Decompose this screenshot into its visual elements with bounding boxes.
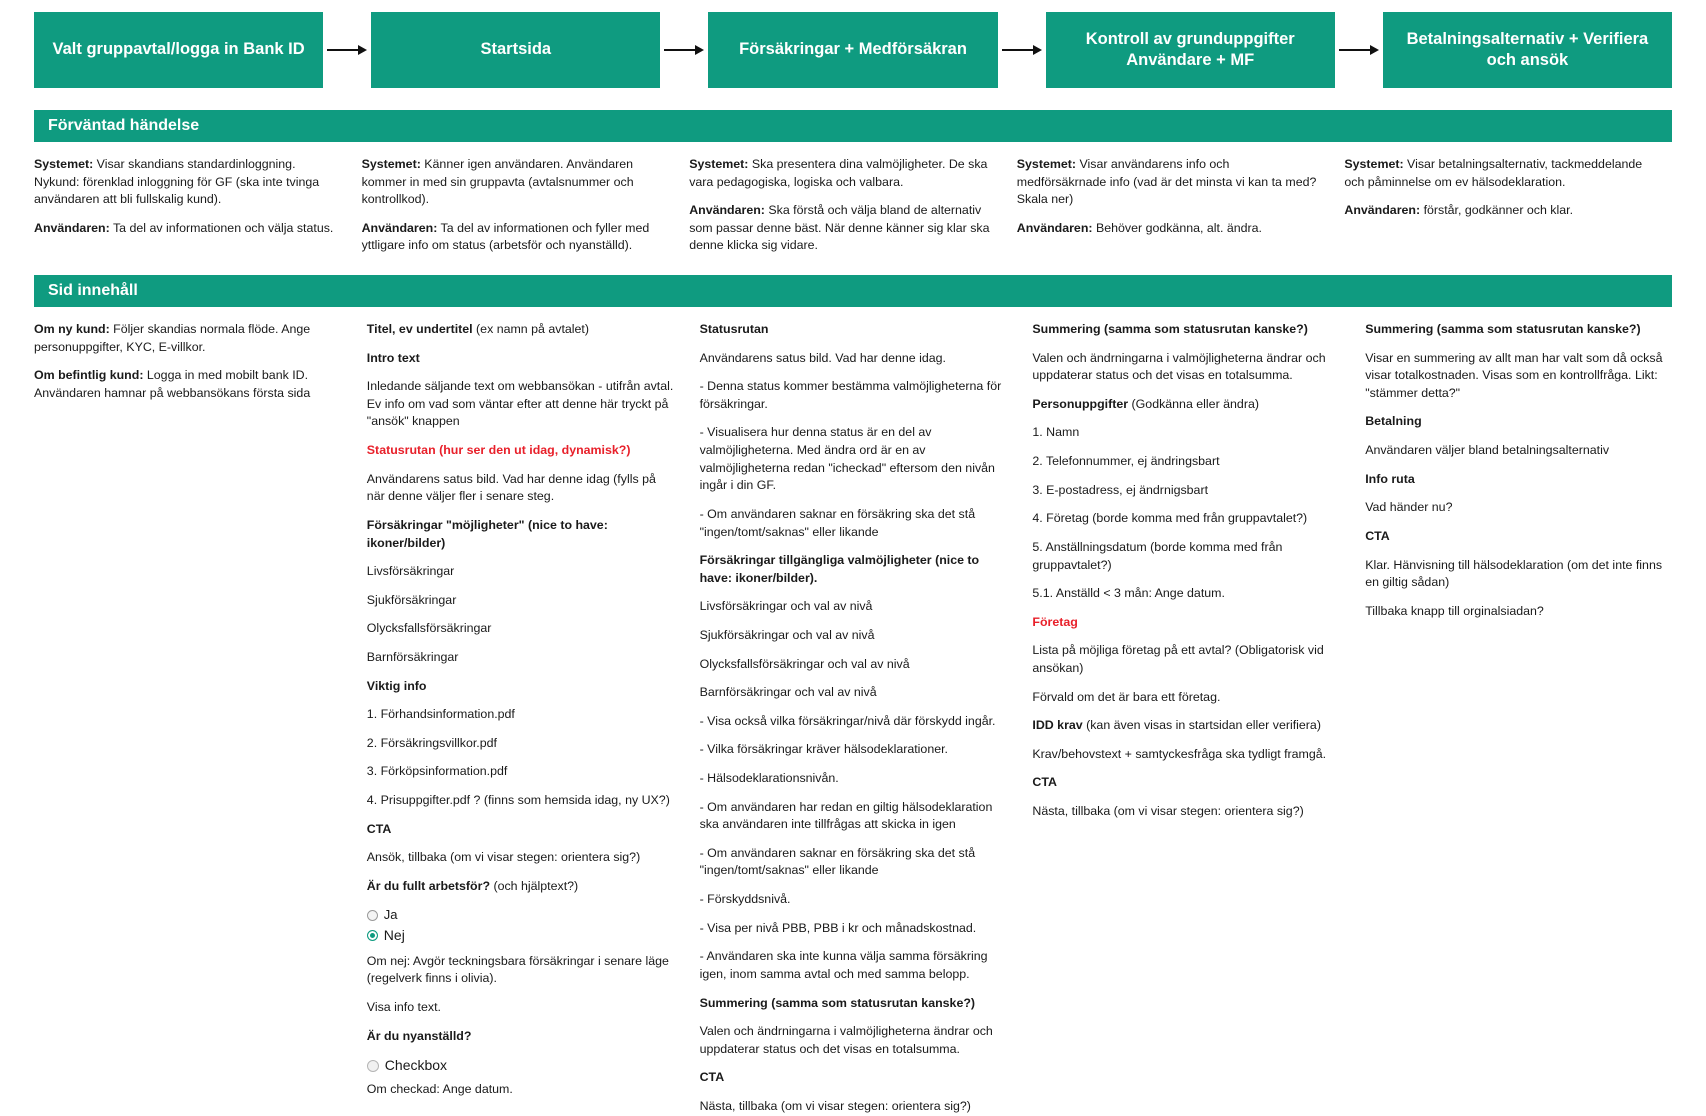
user-text-2: Ta del av informationen och fyller med yttligare info om status (arbetsför och nyanställd). <box>361 220 650 253</box>
radio-label-yes: Ja <box>383 907 398 923</box>
summary-heading-col3: Summering (samma som statusrutan kanske?) <box>699 995 976 1010</box>
system-text-1: Visar skandians standardinloggning. Nykund: förenklad inloggning för GF (ska inte tvinga användaren att bli fullskalig kund). <box>34 157 320 207</box>
system-label-4: Systemet: <box>1016 157 1077 171</box>
checkbox-label-new-employee: Checkbox <box>384 1057 448 1074</box>
user-label-4: Användaren: <box>1016 220 1093 235</box>
insurance-options-heading: Försäkringar "möjligheter" (nice to have: ikoner/bilder) <box>366 517 608 550</box>
banner-expected-event: Förväntad händelse <box>34 110 1672 142</box>
insurance-item-4: Barnförsäkringar <box>366 649 459 664</box>
personal-item-3: 3. E-postadress, ej ändrnigsbart <box>1032 482 1209 497</box>
step-box-2[interactable]: Startsida <box>371 12 660 88</box>
content-column-1 <box>34 321 367 1116</box>
existing-customer-text: Logga in med mobilt bank ID. Användaren hamnar på webbansökans första sida <box>34 368 311 400</box>
checkbox-new-employee[interactable] <box>367 1056 674 1076</box>
status-box-heading: Statusrutan (hur ser den ut idag, dynamisk?) <box>366 443 631 458</box>
status-heading-col3: Statusrutan <box>699 322 769 337</box>
option-line-11: - Visa per nivå PBB, PBB i kr och månadskostnad. <box>699 920 977 935</box>
flow-diagram-page <box>0 12 1706 1113</box>
company-line-2: Förvald om det är bara ett företag. <box>1032 689 1221 704</box>
cta-text-col3: Nästa, tillbaka (om vi visar stegen: orientera sig?) <box>699 1098 971 1113</box>
option-line-2: Sjukförsäkringar och val av nivå <box>699 627 875 642</box>
option-line-4: Barnförsäkringar och val av nivå <box>699 685 877 700</box>
important-info-item-4[interactable]: 4. Prisuppgifter.pdf ? (finns som hemsida idag, ny UX?) <box>366 793 670 808</box>
expected-column-4 <box>1017 156 1345 255</box>
available-options-heading: Försäkringar tillgängliga valmöjligheter (nice to have: ikoner/bilder). <box>699 553 980 585</box>
radio-icon-yes[interactable] <box>367 910 378 921</box>
system-text-5: Visar betalningsalternativ, tackmeddelande och påminnelse om ev hälsodeklaration. <box>1344 157 1643 189</box>
expected-event-columns <box>34 156 1672 255</box>
content-column-3 <box>700 321 1033 1116</box>
payment-heading: Betalning <box>1365 414 1422 429</box>
radio-option-no[interactable] <box>367 926 674 946</box>
title-label: Titel, ev undertitel <box>366 322 473 337</box>
summary-heading-col4: Summering (samma som statusrutan kanske?) <box>1032 322 1308 337</box>
option-line-8: - Om användaren har redan en giltig hälsodeklaration ska användaren inte tillfrågas att skicka in igen <box>699 799 993 832</box>
personal-item-6: 5.1. Anställd < 3 mån: Ange datum. <box>1032 586 1225 601</box>
status-line-1: Användarens satus bild. Vad har denne idag. <box>699 350 946 365</box>
cta-heading-col5: CTA <box>1365 528 1390 543</box>
page-content-columns <box>34 321 1672 1116</box>
idd-note: (kan även visas in startsidan eller verifiera) <box>1082 718 1321 733</box>
status-box-text: Användarens satus bild. Vad har denne idag (fylls på när denne väljer fler i senare steg. <box>366 471 656 504</box>
step-box-1[interactable]: Valt gruppavtal/logga in Bank ID <box>34 12 323 88</box>
user-text-4: Behöver godkänna, alt. ändra. <box>1092 220 1262 235</box>
checkbox-icon-new-employee[interactable] <box>367 1060 379 1072</box>
cta-heading-col3: CTA <box>699 1070 725 1085</box>
user-label-3: Användaren: <box>689 203 765 218</box>
user-text-1: Ta del av informationen och välja status. <box>109 220 334 235</box>
expected-column-1 <box>34 156 362 255</box>
system-text-3: Ska presentera dina valmöjligheter. De ska vara pedagogiska, logiska och valbara. <box>689 157 988 189</box>
banner-page-content: Sid innehåll <box>34 275 1672 307</box>
arrow-icon-3 <box>998 12 1046 88</box>
cta-heading-col4: CTA <box>1032 775 1057 790</box>
cta-text-col2: Ansök, tillbaka (om vi visar stegen: orientera sig?) <box>366 850 641 865</box>
content-column-5 <box>1365 321 1672 1116</box>
system-text-2: Känner igen användaren. Användaren kommer in med sin gruppavta (avtalsnummer och kontrollkod). <box>361 157 634 207</box>
summary-heading-col5: Summering (samma som statusrutan kanske?) <box>1365 322 1641 337</box>
new-employee-heading: Är du nyanställd? <box>366 1028 472 1043</box>
title-note: (ex namn på avtalet) <box>472 322 590 337</box>
arrow-icon-4 <box>1335 12 1383 88</box>
cta-line-1-col5: Klar. Hänvisning till hälsodeklaration (om det inte finns en giltig sådan) <box>1365 557 1663 590</box>
radio-option-yes[interactable] <box>367 906 674 924</box>
insurance-item-3: Olycksfallsförsäkringar <box>366 621 492 636</box>
new-employee-note: Om checkad: Ange datum. <box>366 1082 513 1097</box>
summary-text-col3: Valen och ändrningarna i valmöjligheterna ändrar och uppdaterar status och det visas en totalsumma. <box>699 1024 993 1056</box>
status-line-2: - Denna status kommer bestämma valmöjligheterna för försäkringar. <box>699 379 1002 411</box>
content-column-4 <box>1032 321 1365 1116</box>
intro-text: Inledande säljande text om webbansökan - utifrån avtal. Ev info om vad som väntar efter att denne här tryckt på "ansök" knappen <box>366 379 674 429</box>
process-steps <box>34 12 1672 88</box>
user-label-1: Användaren: <box>34 220 110 235</box>
option-line-12: - Användaren ska inte kunna välja samma försäkring igen, inom samma avtal och med samma belopp. <box>699 949 988 981</box>
option-line-10: - Förskyddsnivå. <box>699 892 791 907</box>
important-info-heading: Viktig info <box>366 678 427 693</box>
cta-line-2-col5: Tillbaka knapp till orginalsiadan? <box>1365 603 1544 618</box>
system-label-2: Systemet: <box>361 157 421 171</box>
expected-column-2 <box>362 156 690 255</box>
option-line-5: - Visa också vilka försäkringar/nivå där förskydd ingår. <box>699 713 996 728</box>
system-label-3: Systemet: <box>689 157 749 171</box>
new-customer-text: Följer skandias normala flöde. Ange personuppgifter, KYC, E-villkor. <box>34 322 311 354</box>
company-line-1: Lista på möjliga företag på ett avtal? (Obligatorisk vid ansökan) <box>1032 643 1324 675</box>
personal-item-5: 5. Anställningsdatum (borde komma med från gruppavtalet?) <box>1032 539 1283 572</box>
new-customer-label: Om ny kund: <box>34 322 110 337</box>
payment-text: Användaren väljer bland betalningsalternativ <box>1365 443 1610 458</box>
arrow-icon-2 <box>660 12 708 88</box>
summary-text-col5: Visar en summering av allt man har valt som då också visar totalkostnaden. Visas som en kontrollfråga. Likt: "stämmer detta?" <box>1365 350 1663 400</box>
option-line-3: Olycksfallsförsäkringar och val av nivå <box>699 656 910 671</box>
expected-column-5 <box>1344 156 1672 255</box>
option-line-1: Livsförsäkringar och val av nivå <box>699 599 873 614</box>
radio-label-no: Nej <box>383 926 405 943</box>
intro-heading: Intro text <box>366 350 420 365</box>
status-line-4: - Om användaren saknar en försäkring ska det stå "ingen/tomt/saknas" eller likande <box>699 506 976 539</box>
personal-data-heading: Personuppgifter <box>1032 396 1129 411</box>
summary-text-col4: Valen och ändrningarna i valmöjligheterna ändrar och uppdaterar status och det visas en totalsumma. <box>1032 350 1326 383</box>
workable-note-3: Visa info text. <box>366 1000 441 1014</box>
step-box-5[interactable]: Betalningsalternativ + Verifiera och ansök <box>1383 12 1672 88</box>
user-label-2: Användaren: <box>361 220 438 235</box>
status-line-3: - Visualisera hur denna status är en del av valmöjligheterna. Med ändra ord är en av valmöjligheterna redan "icheckad" eftersom den nivån ingår i din GF. <box>699 425 995 493</box>
radio-icon-no[interactable] <box>367 930 378 941</box>
insurance-item-2: Sjukförsäkringar <box>366 592 457 607</box>
step-box-3[interactable]: Försäkringar + Medförsäkran <box>708 12 997 88</box>
option-line-9: - Om användaren saknar en försäkring ska det stå "ingen/tomt/saknas" eller likande <box>699 845 976 878</box>
important-info-item-3[interactable]: 3. Förköpsinformation.pdf <box>366 764 508 779</box>
info-box-text: Vad händer nu? <box>1365 500 1453 515</box>
step-box-4[interactable]: Kontroll av grunduppgifter Användare + MF <box>1046 12 1335 88</box>
user-text-5: förstår, godkänner och klar. <box>1420 203 1574 218</box>
cta-text-col4: Nästa, tillbaka (om vi visar stegen: orientera sig?) <box>1032 804 1304 819</box>
personal-item-1: 1. Namn <box>1032 425 1080 440</box>
option-line-6: - Vilka försäkringar kräver hälsodeklarationer. <box>699 742 948 757</box>
content-column-2 <box>367 321 700 1116</box>
idd-text: Krav/behovstext + samtyckesfråga ska tydligt framgå. <box>1032 746 1327 761</box>
idd-heading: IDD krav <box>1032 718 1083 733</box>
expected-column-3 <box>689 156 1017 255</box>
system-label-1: Systemet: <box>34 157 94 171</box>
info-box-heading: Info ruta <box>1365 471 1415 486</box>
workable-note-2: Om nej: Avgör teckningsbara försäkringar i senare läge (regelverk finns i olivia). <box>366 953 669 986</box>
personal-item-4: 4. Företag (borde komma med från gruppavtalet?) <box>1032 511 1308 526</box>
cta-heading-col2: CTA <box>366 821 392 836</box>
system-label-5: Systemet: <box>1344 157 1404 171</box>
important-info-item-1[interactable]: 1. Förhandsinformation.pdf <box>366 707 515 722</box>
personal-item-2: 2. Telefonnummer, ej ändringsbart <box>1032 454 1220 469</box>
personal-data-note: (Godkänna eller ändra) <box>1128 396 1259 411</box>
user-label-5: Användaren: <box>1344 203 1421 218</box>
important-info-item-2[interactable]: 2. Försäkringsvillkor.pdf <box>366 735 497 750</box>
option-line-7: - Hälsodeklarationsnivån. <box>699 771 839 786</box>
workable-question-label: Är du fullt arbetsför? <box>366 878 491 893</box>
existing-customer-label: Om befintlig kund: <box>34 368 144 383</box>
arrow-icon-1 <box>323 12 371 88</box>
user-text-3: Ska förstå och välja bland de alternativ som passar denne bäst. När denne känner sig klar ska denne klicka sig vidare. <box>689 203 990 253</box>
workable-question-note: (och hjälptext?) <box>490 878 579 893</box>
system-text-4: Visar användarens info och medförsäkrnade info (vad är det minsta vi kan ta med? Skala ner) <box>1016 157 1317 207</box>
company-heading: Företag <box>1032 614 1078 629</box>
insurance-item-1: Livsförsäkringar <box>366 564 455 579</box>
